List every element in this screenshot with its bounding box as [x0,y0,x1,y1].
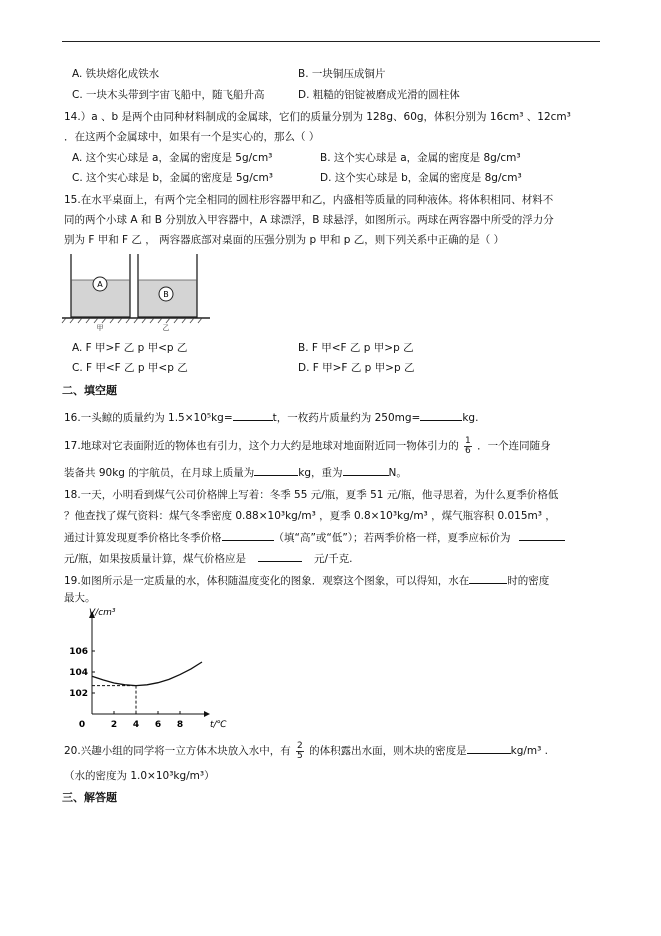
q18-stem-line2: ？他查找了煤气资料：煤气冬季密度 0.88×10³kg/m³ ，夏季 0.8×10³kg/m³ ，煤气瓶容积 0.015m³ ， [64,510,556,522]
container-yi-label: 乙 [162,324,170,332]
q15-option-c: C. F 甲<F 乙 p 甲<p 乙 [72,362,188,374]
section-fill-in-title: 二、填空题 [62,384,117,397]
q19-stem-line2: 最大。 [64,592,96,604]
q16-blank-2[interactable] [420,410,462,421]
x-axis-label: t/℃ [210,720,227,730]
q15-option-b: B. F 甲<F 乙 p 甲>p 乙 [298,342,414,354]
x-tick-label: 8 [176,720,184,730]
q13-option-a: A. 铁块熔化成铁水 [72,68,160,80]
q17-stem-line1: 17.地球对它表面附近的物体也有引力，这个力大约是地球对地面附近同一物体引力的 $\frac{1}{6}$ ．一个连同随身 [64,435,551,456]
x-axis-arrow [204,711,210,717]
q19-blank-temperature[interactable] [469,573,507,584]
y-axis-label: V/cm³ [89,608,116,618]
header-rule [62,41,600,42]
q17-stem-line2: 装备共 90kg 的宇航员，在月球上质量为 kg，重为 N。 [64,467,407,479]
q15-stem-line3: 别为 F 甲和 F 乙 ， 两容器底部对桌面的压强分别为 p 甲和 p 乙，则下列关系中正确的是（ ） [64,234,505,246]
x-tick-label: 4 [132,720,140,730]
q17-fraction: $\frac{1}{6}$ [465,435,471,456]
container-yi [138,254,197,317]
q14-option-d: D. 这个实心球是 b，金属的密度是 8g/cm³ [320,172,522,184]
q18-blank-unit-price[interactable] [258,551,302,562]
q18-stem-line1: 18.一天，小明看到煤气公司价格牌上写着：冬季 55 元/瓶，夏季 51 元/瓶，他寻思着，为什么夏季价格低 [64,489,559,501]
q14-option-b: B. 这个实心球是 a，金属的密度是 8g/cm³ [320,152,521,164]
container-jia-label: 甲 [96,324,104,332]
q19-volume-temperature-chart [60,606,227,730]
q16-blank-1[interactable] [233,410,273,421]
q18-stem-line4: 元/瓶，如果按质量计算，煤气价格应是 元/千克. [64,553,353,565]
x-tick-label: 2 [110,720,118,730]
q17-blank-mass[interactable] [254,465,298,476]
q20-stem-line1: 20.兴趣小组的同学将一立方体木块放入水中，有 $\frac{2}{5}$ 的体积露出水面，则木块的密度是 kg/m³ . [64,740,549,761]
q13-option-b: B. 一块铜压成铜片 [298,68,386,80]
ball-a-label: A [97,280,103,289]
q13-option-d: D. 粗糙的铝锭被磨成光滑的圆柱体 [298,89,460,101]
q19-stem-line1: 19.如图所示是一定质量的水，体积随温度变化的图象．观察这个图象，可以得知，水在 时的密度 [64,575,550,587]
q14-option-a: A. 这个实心球是 a，金属的密度是 5g/cm³ [72,152,273,164]
ball-b-label: B [163,290,169,299]
y-tick-label: 104 [69,668,88,678]
q14-option-c: C. 这个实心球是 b，金属的密度是 5g/cm³ [72,172,273,184]
q13-option-c: C. 一块木头带到宇宙飞船中，随飞船升高 [72,89,265,101]
section-answer-title: 三、解答题 [62,791,117,804]
q15-stem-line2: 同的两个小球 A 和 B 分别放入甲容器中，A 球漂浮，B 球悬浮，如图所示。两球在两容器中所受的浮力分 [64,214,554,226]
container-jia [71,254,130,317]
q20-blank-density[interactable] [467,743,511,754]
x-tick-label: 6 [154,720,162,730]
q15-option-a: A. F 甲>F 乙 p 甲<p 乙 [72,342,188,354]
q20-stem-line2: （水的密度为 1.0×10³kg/m³） [64,770,215,782]
q18-blank-summer-price[interactable] [519,530,565,541]
q18-blank-compare[interactable] [222,530,274,541]
y-tick-label: 102 [69,689,88,699]
q14-stem-line1: 14.）a 、b 是两个由同种材料制成的金属球，它们的质量分别为 128g、60g，体积分别为 16cm³ 、12cm³ [64,111,571,123]
q15-containers-figure [62,252,212,332]
y-tick-label: 106 [69,647,88,657]
q16-stem: 16.一头鲸的质量约为 1.5×10⁵kg= t，一枚药片质量约为 250mg= kg. [64,412,479,424]
q15-stem-line1: 15.在水平桌面上，有两个完全相同的圆柱形容器甲和乙，内盛相等质量的同种液体。将体积相同、材料不 [64,194,554,206]
x-tick-label: 0 [78,720,86,730]
q18-stem-line3: 通过计算发现夏季价格比冬季价格 （填“高”或“低”）；若两季价格一样，夏季应标价为 [64,530,565,545]
q20-fraction: $\frac{2}{5}$ [297,740,303,761]
volume-curve [92,662,202,686]
q17-blank-weight[interactable] [343,465,389,476]
q15-option-d: D. F 甲>F 乙 p 甲>p 乙 [298,362,415,374]
q14-stem-line2: ．在这两个金属球中，如果有一个是实心的，那么（ ） [64,131,320,143]
